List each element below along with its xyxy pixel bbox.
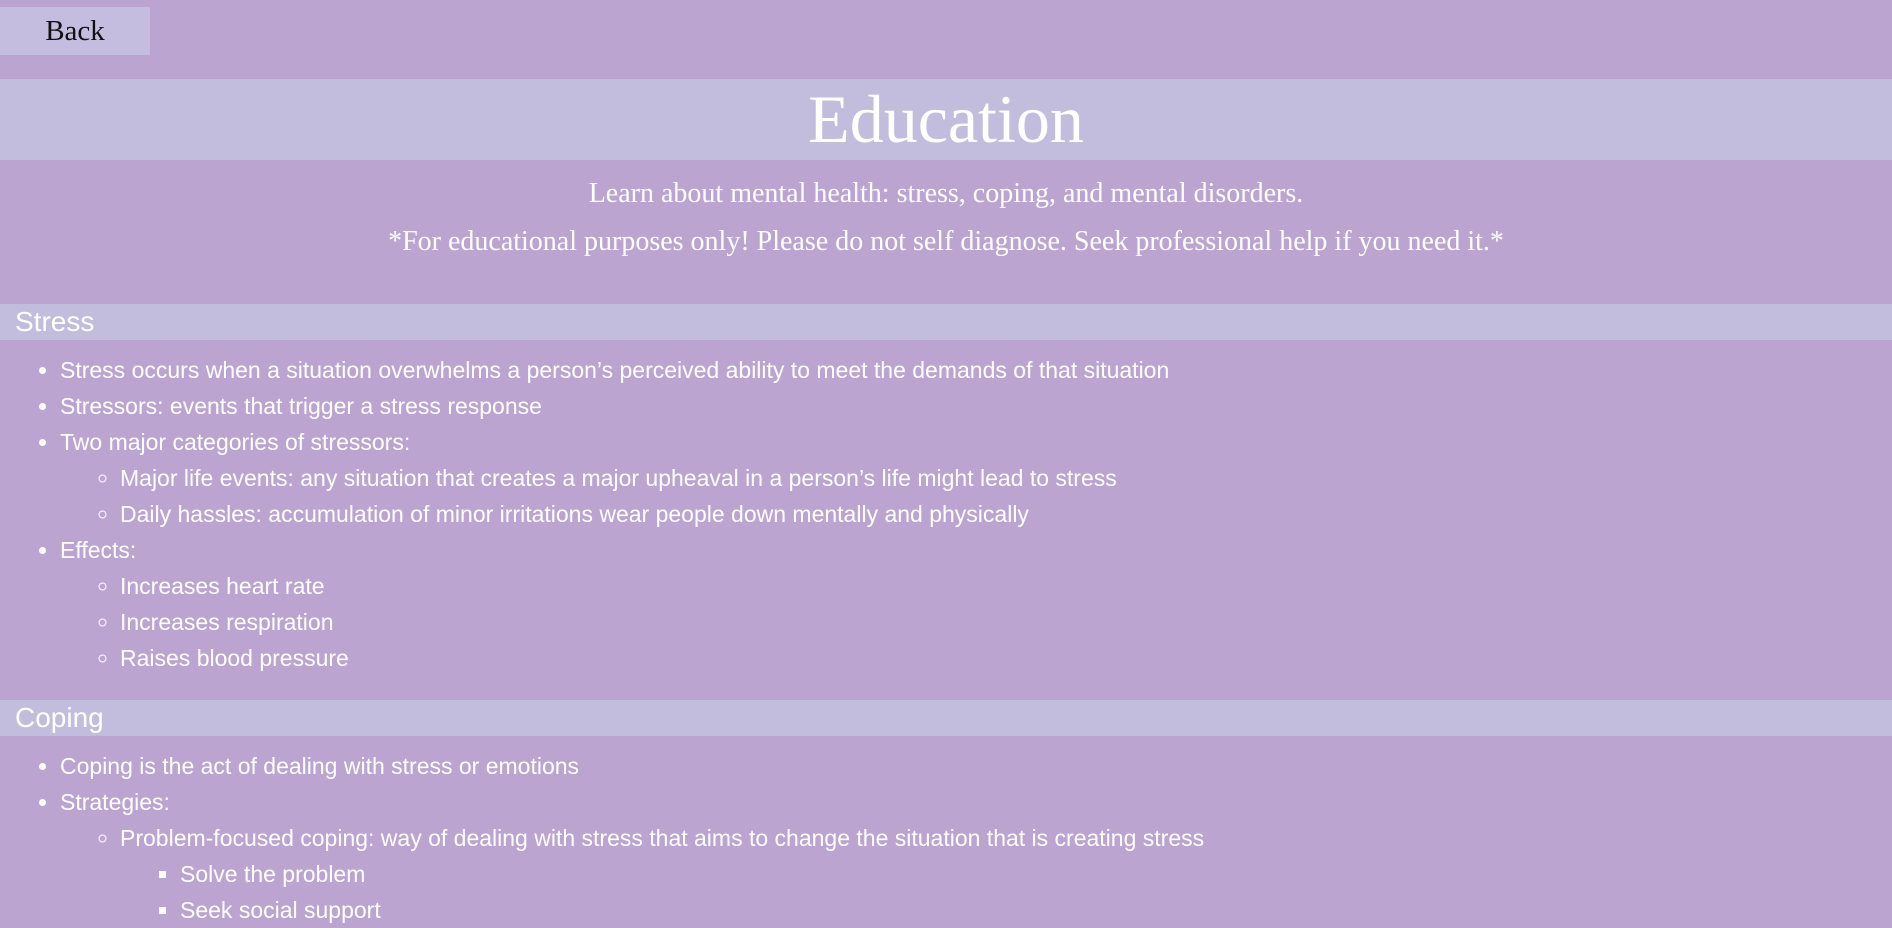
stress-heading: Stress	[15, 306, 95, 337]
list-item-label: Strategies:	[60, 789, 170, 815]
list-item-label: Effects:	[60, 537, 137, 563]
list-item	[120, 820, 1892, 928]
stress-section-header	[0, 304, 1892, 340]
stress-list	[0, 352, 1892, 676]
disclaimer-text: *For educational purposes only! Please do not self diagnose. Seek professional help if you need it.*	[388, 226, 1504, 257]
list-item: • Coping is the act of dealing with stress or emotions	[60, 748, 1892, 784]
list-item: ▪ Seek social support	[180, 892, 1892, 928]
back-button[interactable]: Back	[0, 7, 150, 55]
coping-heading: Coping	[15, 702, 104, 733]
list-item-label: Problem-focused coping: way of dealing with stress that aims to change the situation that is creating stress	[120, 825, 1205, 851]
list-item-label: Two major categories of stressors:	[60, 429, 411, 455]
list-item	[60, 784, 1892, 928]
list-item: • Stress occurs when a situation overwhelms a person’s perceived ability to meet the demands of that situation	[60, 352, 1892, 388]
list-item	[60, 532, 1892, 676]
list-item: ▪ Solve the problem	[180, 856, 1892, 892]
list-item: ◦ Major life events: any situation that creates a major upheaval in a person’s life might lead to stress	[120, 460, 1892, 496]
list-item: ◦ Raises blood pressure	[120, 640, 1892, 676]
list-item: ◦ Increases heart rate	[120, 568, 1892, 604]
list-item	[60, 424, 1892, 532]
page-subtitle: Learn about mental health: stress, coping, and mental disorders.	[588, 178, 1304, 209]
title-banner	[0, 79, 1892, 160]
coping-list	[0, 748, 1892, 928]
list-item: ◦ Daily hassles: accumulation of minor irritations wear people down mentally and physically	[120, 496, 1892, 532]
list-item: ◦ Increases respiration	[120, 604, 1892, 640]
coping-section-header	[0, 700, 1892, 736]
page-title: Education	[808, 81, 1084, 157]
intro-block	[0, 170, 1892, 266]
list-item: • Stressors: events that trigger a stress response	[60, 388, 1892, 424]
